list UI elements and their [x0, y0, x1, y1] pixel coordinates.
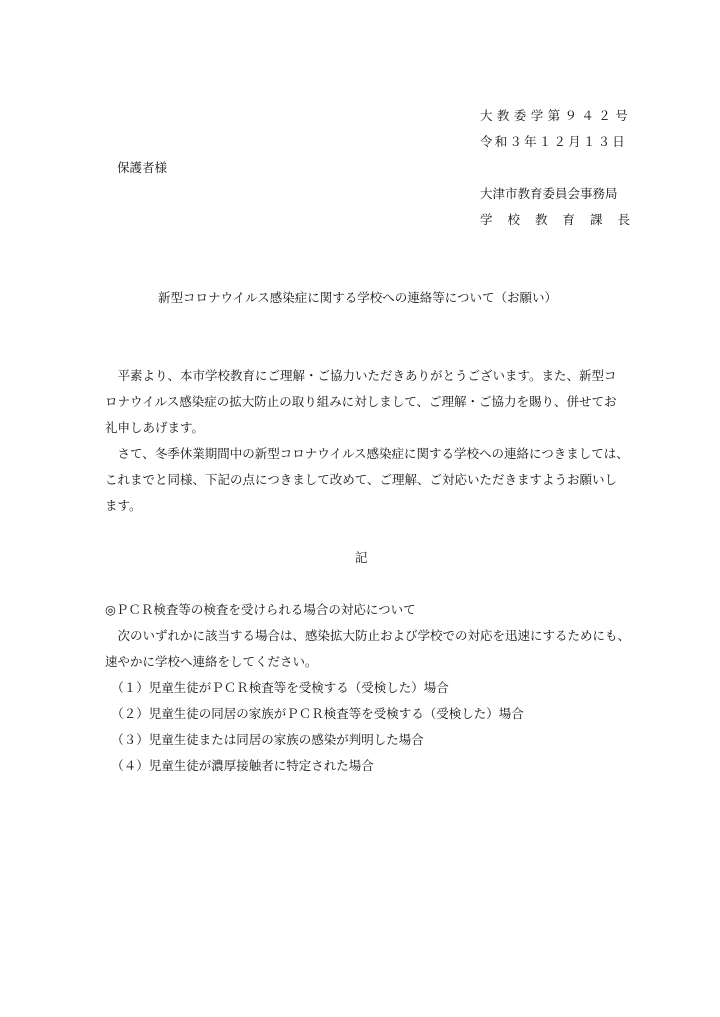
body-line: 礼申しあげます。 — [105, 420, 205, 435]
list-item: （１）児童生徒がＰＣＲ検査等を受検する（受検した）場合 — [105, 680, 449, 695]
sender-title-char: 校 — [507, 212, 521, 227]
sender-title — [480, 212, 630, 228]
document-number: 大教委学第９４２号 — [480, 108, 633, 123]
body-line: ます。 — [105, 498, 142, 513]
body-line: ロナウイルス感染症の拡大防止の取り組みに対しまして、ご理解・ご協力を賜り、併せてお — [105, 394, 617, 409]
sender-organization: 大津市教育委員会事務局 — [480, 186, 618, 201]
recipient: 保護者様 — [117, 160, 168, 175]
document-subject: 新型コロナウイルス感染症に関する学校への連絡等について（お願い） — [158, 290, 558, 305]
sender-title-char: 教 — [535, 212, 548, 227]
ki-marker: 記 — [355, 550, 368, 565]
sender-title-char: 課 — [590, 212, 603, 227]
body-line: 平素より、本市学校教育にご理解・ご協力いただきありがとうございます。また、新型コ — [105, 368, 617, 383]
list-item: （４）児童生徒が濃厚接触者に特定された場合 — [105, 758, 374, 773]
section-line: 速やかに学校へ連絡をしてください。 — [105, 654, 318, 669]
body-line: さて、冬季休業期間中の新型コロナウイルス感染症に関する学校への連絡につきましては、 — [105, 446, 629, 461]
sender-title-char: 学 — [480, 212, 493, 227]
sender-title-char: 長 — [617, 212, 631, 227]
sender-title-char: 育 — [562, 212, 576, 227]
list-item: （２）児童生徒の同居の家族がＰＣＲ検査等を受検する（受検した）場合 — [105, 706, 524, 721]
section-line: 次のいずれかに該当する場合は、感染拡大防止および学校での対応を迅速にするためにも、 — [105, 628, 631, 643]
body-line: これまでと同様、下記の点につきまして改めて、ご理解、ご対応いただきますようお願いし — [105, 472, 618, 487]
list-item: （３）児童生徒または同居の家族の感染が判明した場合 — [105, 732, 424, 747]
document-date: 令和３年１２月１３日 — [480, 134, 628, 149]
section-heading: ◎ＰＣＲ検査等の検査を受けられる場合の対応について — [105, 602, 416, 617]
